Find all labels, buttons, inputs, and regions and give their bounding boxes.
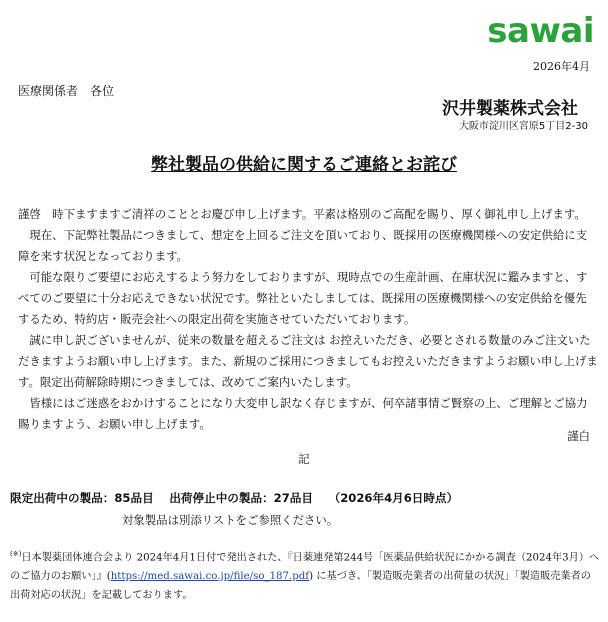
paragraph-greeting: 謹啓 時下ますますご清祥のこととお慶び申し上げます。平素は格別のご高配を賜り、厚く御礼申し上げます。 bbox=[18, 207, 586, 221]
closing-word: 謹白 bbox=[567, 429, 590, 443]
recipient: 医療関係者 各位 bbox=[18, 84, 115, 98]
footnote-mark: (※) bbox=[10, 550, 22, 558]
company-name: 沢井製薬株式会社 bbox=[442, 99, 578, 119]
issue-date: 2026年4月 bbox=[533, 60, 590, 73]
stopped-products-count: 出荷停止中の製品：27品目 bbox=[169, 491, 313, 505]
paragraph-situation: 現在、下記弊社製品につきまして、想定を上回るご注文を頂いており、既採用の医療機関様への安定供給に支障を来す状況となっております。 bbox=[18, 228, 588, 263]
footnote-text-before: 日本製薬団体連合会より 2024年4月1日付で発出された、『日薬連発第244号「医薬品供給状況にかかる調査（2024年3月）へのご協力のお願い」』( bbox=[10, 552, 600, 583]
footnote-text-after: ) に基づき、「製造販売業者の出荷量の状況」「製造販売業者の出荷対応の状況」を記載しております。 bbox=[10, 571, 591, 602]
list-reference-note: 対象製品は別添リストをご参照ください。 bbox=[122, 513, 339, 527]
sawai-logo: sawai bbox=[487, 11, 594, 51]
pdf-link[interactable]: https://med.sawai.co.jp/file/so_187.pdf bbox=[110, 571, 310, 583]
product-summary bbox=[10, 490, 458, 506]
paragraph-request: 誠に申し訳ございませんが、従来の数量を超えるご注文は お控えいただき、必要とされる数量のみご注文いただきますようお願い申し上げます。また、新規のご採用につきましてもお控えいただきますようお願い申し上げます。限定出荷解除時期につきましては、改めてご案内いたします。 bbox=[18, 333, 598, 389]
paragraph-apology: 皆様にはご迷惑をおかけすることになり大変申し訳なく存じますが、何卒諸事情ご賢察の上、ご理解とご協力賜りますよう、お願い申し上げます。 bbox=[18, 396, 588, 431]
as-of-date: （2026年4月6日時点） bbox=[328, 491, 459, 505]
footnote bbox=[10, 545, 600, 605]
limited-products-count: 限定出荷中の製品：85品目 bbox=[10, 491, 154, 505]
letter-body bbox=[18, 204, 598, 435]
ki-mark: 記 bbox=[298, 452, 310, 466]
document-title: 弊社製品の供給に関するご連絡とお詫び bbox=[151, 155, 457, 175]
company-address: 大阪市淀川区宮原5丁目2-30 bbox=[458, 121, 588, 132]
paragraph-limited-shipment: 可能な限りご要望にお応えするよう努力をしておりますが、現時点での生産計画、在庫状況に鑑みますと、すべてのご要望に十分お応えできない状況です。弊社といたしましては、既採用の医療機関様への安定供給を優先するため、特約店・販売会社への限定出荷を実施させていただいております。 bbox=[18, 270, 588, 326]
